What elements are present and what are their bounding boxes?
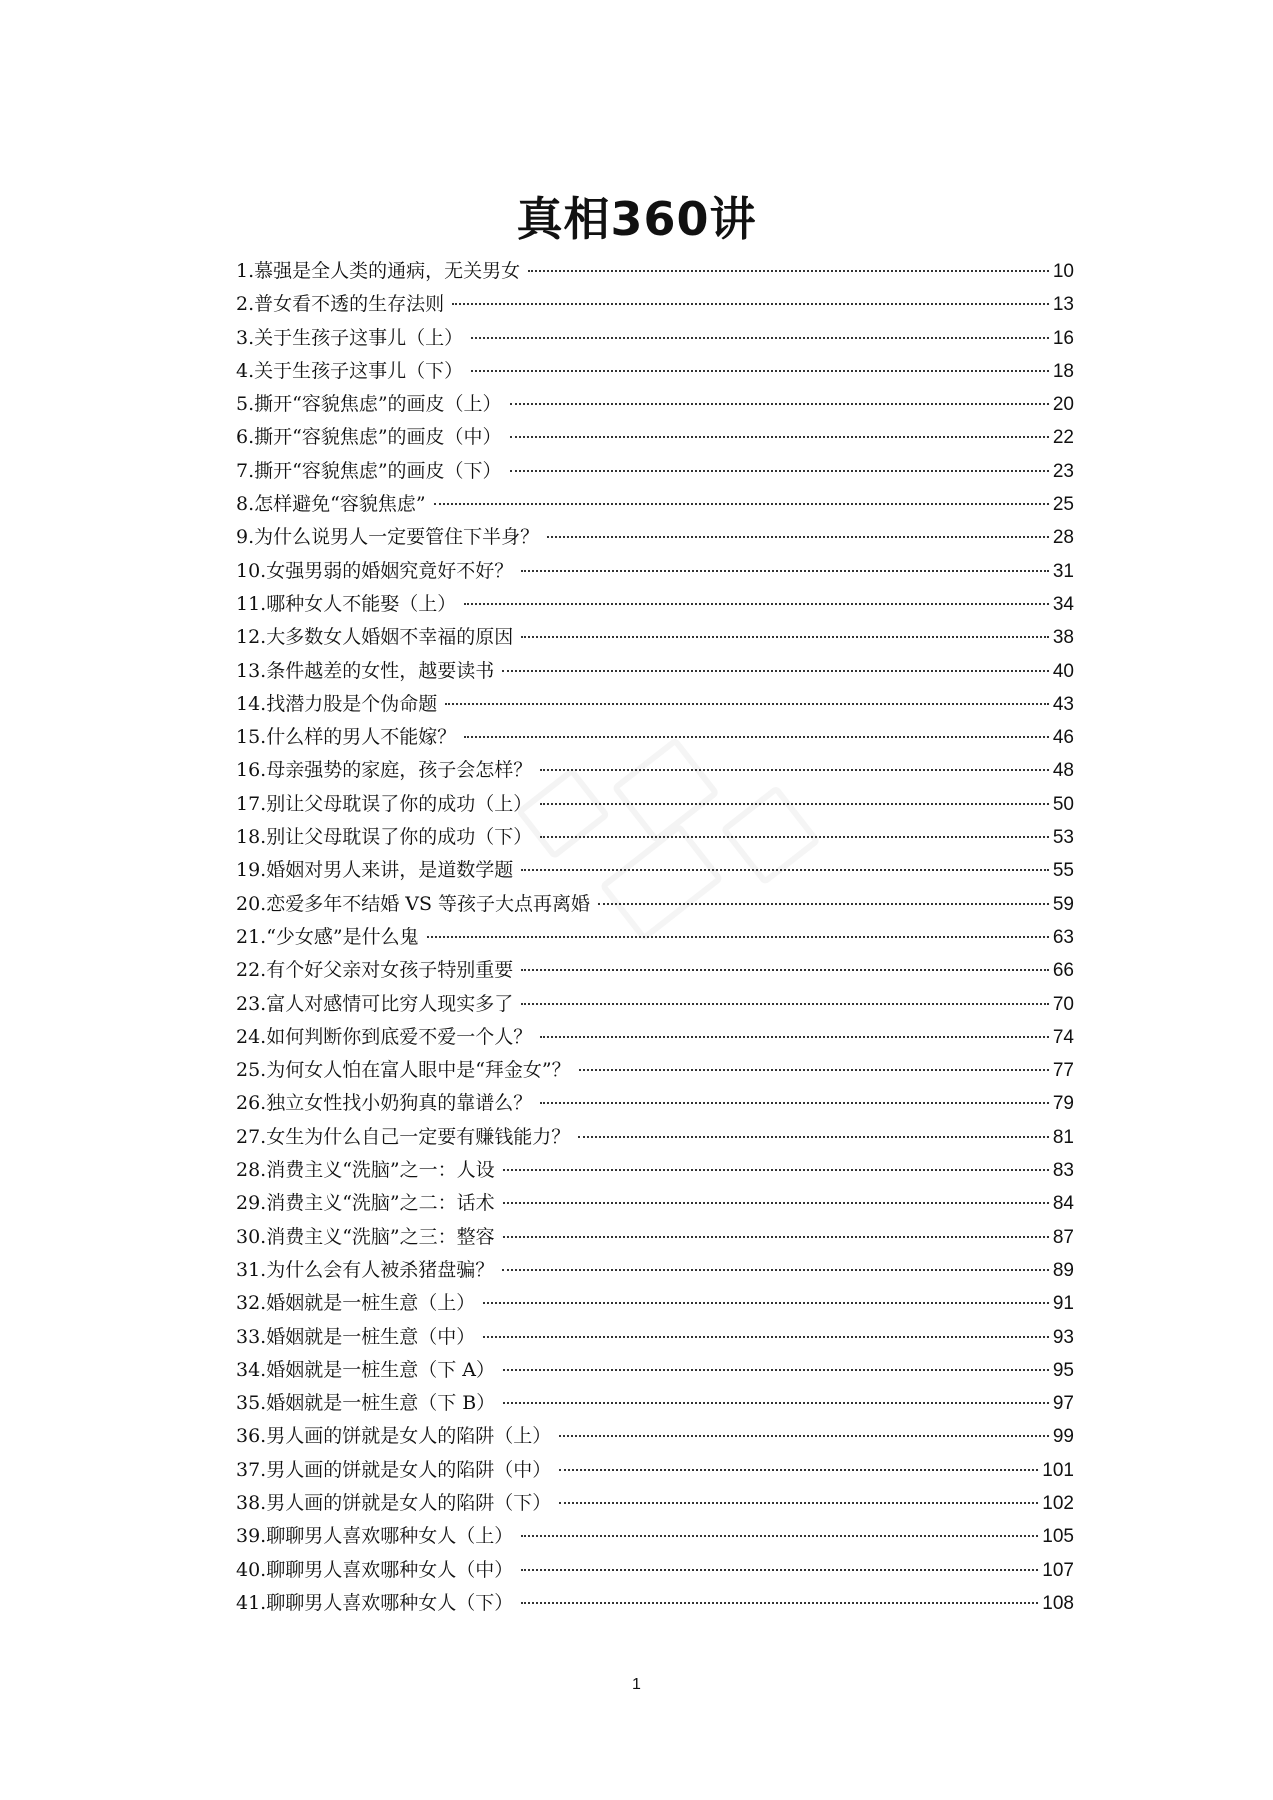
- toc-entry-page-number: 77: [1052, 1060, 1074, 1082]
- toc-entry-title: 25.为何女人怕在富人眼中是“拜金女”？: [236, 1059, 571, 1082]
- toc-dot-leader: [510, 401, 1049, 405]
- toc-entry-page-number: 38: [1052, 627, 1074, 649]
- toc-dot-leader: [521, 867, 1049, 871]
- toc-dot-leader: [521, 1600, 1038, 1604]
- toc-entry[interactable]: [236, 256, 1074, 289]
- toc-entry[interactable]: [236, 1155, 1074, 1188]
- toc-dot-leader: [540, 767, 1049, 771]
- toc-entry-page-number: 13: [1052, 294, 1074, 316]
- toc-entry-title: 35.婚姻就是一桩生意（下 B）: [236, 1392, 496, 1415]
- toc-entry-page-number: 43: [1052, 693, 1074, 715]
- toc-entry[interactable]: [236, 589, 1074, 622]
- toc-entry-title: 41.聊聊男人喜欢哪种女人（下）: [236, 1591, 514, 1614]
- toc-entry-title: 16.母亲强势的家庭，孩子会怎样？: [236, 759, 533, 782]
- toc-dot-leader: [559, 1433, 1049, 1437]
- toc-dot-leader: [510, 468, 1049, 472]
- toc-entry-title: 4.关于生孩子这事儿（下）: [236, 359, 464, 382]
- toc-entry-title: 18.别让父母耽误了你的成功（下）: [236, 826, 533, 849]
- toc-entry[interactable]: [236, 855, 1074, 888]
- toc-entry-title: 6.撕开“容貌焦虑”的画皮（中）: [236, 426, 502, 449]
- toc-dot-leader: [502, 1267, 1049, 1271]
- toc-dot-leader: [452, 301, 1049, 305]
- toc-dot-leader: [510, 434, 1049, 438]
- toc-dot-leader: [471, 335, 1049, 339]
- toc-entry[interactable]: [236, 1055, 1074, 1088]
- toc-entry-title: 15.什么样的男人不能嫁？: [236, 726, 457, 749]
- toc-entry-title: 27.女生为什么自己一定要有赚钱能力？: [236, 1125, 571, 1148]
- toc-entry-title: 20.恋爱多年不结婚 VS 等孩子大点再离婚: [236, 892, 591, 915]
- toc-entry[interactable]: [236, 289, 1074, 322]
- toc-entry[interactable]: [236, 656, 1074, 689]
- toc-entry-page-number: 23: [1052, 460, 1074, 482]
- toc-entry-page-number: 105: [1042, 1526, 1074, 1548]
- toc-entry-page-number: 87: [1052, 1226, 1074, 1248]
- toc-entry-title: 10.女强男弱的婚姻究竟好不好？: [236, 559, 514, 582]
- toc-entry-title: 2.普女看不透的生存法则: [236, 293, 445, 316]
- toc-dot-leader: [521, 1533, 1038, 1537]
- toc-entry-title: 24.如何判断你到底爱不爱一个人？: [236, 1025, 533, 1048]
- page-number: 1: [632, 1676, 641, 1693]
- toc-dot-leader: [503, 1234, 1049, 1238]
- toc-entry-title: 36.男人画的饼就是女人的陷阱（上）: [236, 1425, 552, 1448]
- toc-entry-title: 31.为什么会有人被杀猪盘骗？: [236, 1258, 495, 1281]
- toc-entry-title: 29.消费主义“洗脑”之二：话术: [236, 1192, 495, 1215]
- toc-entry-page-number: 101: [1042, 1459, 1074, 1481]
- toc-entry[interactable]: [236, 755, 1074, 788]
- toc-entry-title: 38.男人画的饼就是女人的陷阱（下）: [236, 1491, 552, 1514]
- toc-entry-page-number: 18: [1052, 360, 1074, 382]
- toc-entry-title: 3.关于生孩子这事儿（上）: [236, 326, 464, 349]
- toc-dot-leader: [471, 368, 1049, 372]
- toc-entry-page-number: 97: [1052, 1393, 1074, 1415]
- toc-entry-title: 13.条件越差的女性，越要读书: [236, 659, 495, 682]
- toc-entry-page-number: 53: [1052, 827, 1074, 849]
- toc-entry-title: 21.“少女感”是什么鬼: [236, 925, 419, 948]
- toc-dot-leader: [540, 1034, 1049, 1038]
- toc-entry[interactable]: [236, 1355, 1074, 1388]
- toc-entry-page-number: 10: [1052, 261, 1074, 282]
- toc-entry[interactable]: [236, 456, 1074, 489]
- toc-entry[interactable]: [236, 323, 1074, 356]
- toc-entry[interactable]: [236, 1521, 1074, 1554]
- toc-entry-title: 1.慕强是全人类的通病，无关男女: [236, 260, 521, 282]
- toc-entry[interactable]: [236, 822, 1074, 855]
- toc-dot-leader: [521, 568, 1049, 572]
- toc-entry[interactable]: [236, 1255, 1074, 1288]
- toc-entry-title: 5.撕开“容貌焦虑”的画皮（上）: [236, 393, 502, 416]
- toc-entry-title: 19.婚姻对男人来讲，是道数学题: [236, 859, 514, 882]
- toc-entry-title: 30.消费主义“洗脑”之三：整容: [236, 1225, 495, 1248]
- toc-entry-title: 34.婚姻就是一桩生意（下 A）: [236, 1358, 495, 1381]
- toc-dot-leader: [559, 1467, 1038, 1471]
- toc-entry-page-number: 95: [1052, 1359, 1074, 1381]
- toc-entry-page-number: 83: [1052, 1160, 1074, 1182]
- toc-entry-title: 26.独立女性找小奶狗真的靠谱么？: [236, 1092, 533, 1115]
- toc-entry[interactable]: [236, 1222, 1074, 1255]
- toc-dot-leader: [434, 501, 1049, 505]
- toc-entry[interactable]: [236, 1022, 1074, 1055]
- toc-entry-page-number: 25: [1052, 494, 1074, 516]
- toc-dot-leader: [502, 668, 1049, 672]
- toc-dot-leader: [578, 1134, 1049, 1138]
- toc-entry-title: 32.婚姻就是一桩生意（上）: [236, 1292, 476, 1315]
- toc-dot-leader: [540, 1100, 1049, 1104]
- toc-entry-title: 14.找潜力股是个伪命题: [236, 692, 438, 715]
- toc-dot-leader: [540, 801, 1049, 805]
- toc-entry[interactable]: [236, 1188, 1074, 1221]
- toc-entry[interactable]: [236, 422, 1074, 455]
- toc-entry-page-number: 34: [1052, 593, 1074, 615]
- toc-entry-title: 39.聊聊男人喜欢哪种女人（上）: [236, 1525, 514, 1548]
- toc-dot-leader: [521, 967, 1049, 971]
- toc-entry[interactable]: [236, 389, 1074, 422]
- toc-entry[interactable]: [236, 889, 1074, 922]
- toc-entry[interactable]: [236, 356, 1074, 389]
- toc-entry[interactable]: [236, 1455, 1074, 1488]
- toc-entry-title: 11.哪种女人不能娶（上）: [236, 592, 457, 615]
- toc-entry-page-number: 91: [1052, 1293, 1074, 1315]
- toc-dot-leader: [503, 1367, 1049, 1371]
- toc-dot-leader: [445, 701, 1049, 705]
- toc-entry-title: 40.聊聊男人喜欢哪种女人（中）: [236, 1558, 514, 1581]
- toc-entry-page-number: 63: [1052, 926, 1074, 948]
- toc-dot-leader: [528, 268, 1049, 272]
- toc-entry[interactable]: [236, 922, 1074, 955]
- toc-entry-page-number: 46: [1052, 727, 1074, 749]
- toc-entry-page-number: 48: [1052, 760, 1074, 782]
- toc-entry-page-number: 31: [1052, 560, 1074, 582]
- toc-entry[interactable]: [236, 1588, 1074, 1621]
- toc-entry-title: 22.有个好父亲对女孩子特别重要: [236, 959, 514, 982]
- toc-dot-leader: [547, 534, 1049, 538]
- toc-dot-leader: [464, 601, 1049, 605]
- toc-entry[interactable]: [236, 1322, 1074, 1355]
- toc-entry[interactable]: [236, 1555, 1074, 1588]
- toc-dot-leader: [521, 1001, 1049, 1005]
- toc-dot-leader: [483, 1300, 1049, 1304]
- toc-entry-page-number: 20: [1052, 394, 1074, 416]
- toc-entry[interactable]: [236, 522, 1074, 555]
- toc-entry-title: 8.怎样避免“容貌焦虑”: [236, 493, 426, 516]
- toc-entry-page-number: 93: [1052, 1326, 1074, 1348]
- toc-dot-leader: [503, 1200, 1049, 1204]
- toc-entry[interactable]: [236, 955, 1074, 988]
- toc-entry-title: 28.消费主义“洗脑”之一：人设: [236, 1159, 495, 1182]
- toc-entry[interactable]: [236, 1421, 1074, 1454]
- toc-dot-leader: [598, 901, 1049, 905]
- toc-entry-title: 33.婚姻就是一桩生意（中）: [236, 1325, 476, 1348]
- toc-entry-page-number: 84: [1052, 1193, 1074, 1215]
- toc-entry-page-number: 50: [1052, 793, 1074, 815]
- toc-entry-page-number: 55: [1052, 860, 1074, 882]
- toc-entry-title: 9.为什么说男人一定要管住下半身？: [236, 526, 540, 549]
- toc-dot-leader: [521, 634, 1049, 638]
- toc-entry[interactable]: [236, 1122, 1074, 1155]
- toc-entry-page-number: 89: [1052, 1259, 1074, 1281]
- toc-dot-leader: [503, 1167, 1049, 1171]
- toc-dot-leader: [521, 1567, 1038, 1571]
- toc-entry[interactable]: [236, 556, 1074, 589]
- toc-dot-leader: [579, 1067, 1049, 1071]
- toc-entry-page-number: 107: [1042, 1559, 1074, 1581]
- toc-entry[interactable]: [236, 1088, 1074, 1121]
- toc-entry-title: 7.撕开“容貌焦虑”的画皮（下）: [236, 459, 502, 482]
- toc-entry[interactable]: [236, 989, 1074, 1022]
- toc-entry-page-number: 59: [1052, 893, 1074, 915]
- toc-entry-page-number: 66: [1052, 960, 1074, 982]
- toc-entry-page-number: 81: [1052, 1126, 1074, 1148]
- toc-entry-title: 17.别让父母耽误了你的成功（上）: [236, 792, 533, 815]
- toc-entry[interactable]: [236, 689, 1074, 722]
- toc-dot-leader: [427, 934, 1049, 938]
- toc-entry[interactable]: [236, 1288, 1074, 1321]
- toc-dot-leader: [483, 1334, 1049, 1338]
- toc-entry-title: 37.男人画的饼就是女人的陷阱（中）: [236, 1458, 552, 1481]
- table-of-contents: [236, 256, 1074, 1621]
- toc-entry[interactable]: [236, 1388, 1074, 1421]
- toc-entry-page-number: 28: [1052, 527, 1074, 549]
- toc-entry-title: 23.富人对感情可比穷人现实多了: [236, 992, 514, 1015]
- toc-entry-title: 12.大多数女人婚姻不幸福的原因: [236, 626, 514, 649]
- toc-entry-page-number: 99: [1052, 1426, 1074, 1448]
- page-title: 真相360讲: [516, 191, 757, 246]
- toc-entry[interactable]: [236, 789, 1074, 822]
- toc-entry-page-number: 22: [1052, 427, 1074, 449]
- toc-entry-page-number: 108: [1042, 1592, 1074, 1614]
- toc-entry-page-number: 40: [1052, 660, 1074, 682]
- toc-entry[interactable]: [236, 1488, 1074, 1521]
- toc-dot-leader: [559, 1500, 1038, 1504]
- toc-dot-leader: [503, 1400, 1049, 1404]
- toc-entry-page-number: 70: [1052, 993, 1074, 1015]
- toc-entry-page-number: 79: [1052, 1093, 1074, 1115]
- toc-dot-leader: [464, 734, 1049, 738]
- toc-entry-page-number: 74: [1052, 1026, 1074, 1048]
- toc-entry[interactable]: [236, 622, 1074, 655]
- toc-dot-leader: [540, 834, 1049, 838]
- toc-entry[interactable]: [236, 489, 1074, 522]
- toc-entry-page-number: 16: [1052, 327, 1074, 349]
- toc-entry-page-number: 102: [1042, 1492, 1074, 1514]
- toc-entry[interactable]: [236, 722, 1074, 755]
